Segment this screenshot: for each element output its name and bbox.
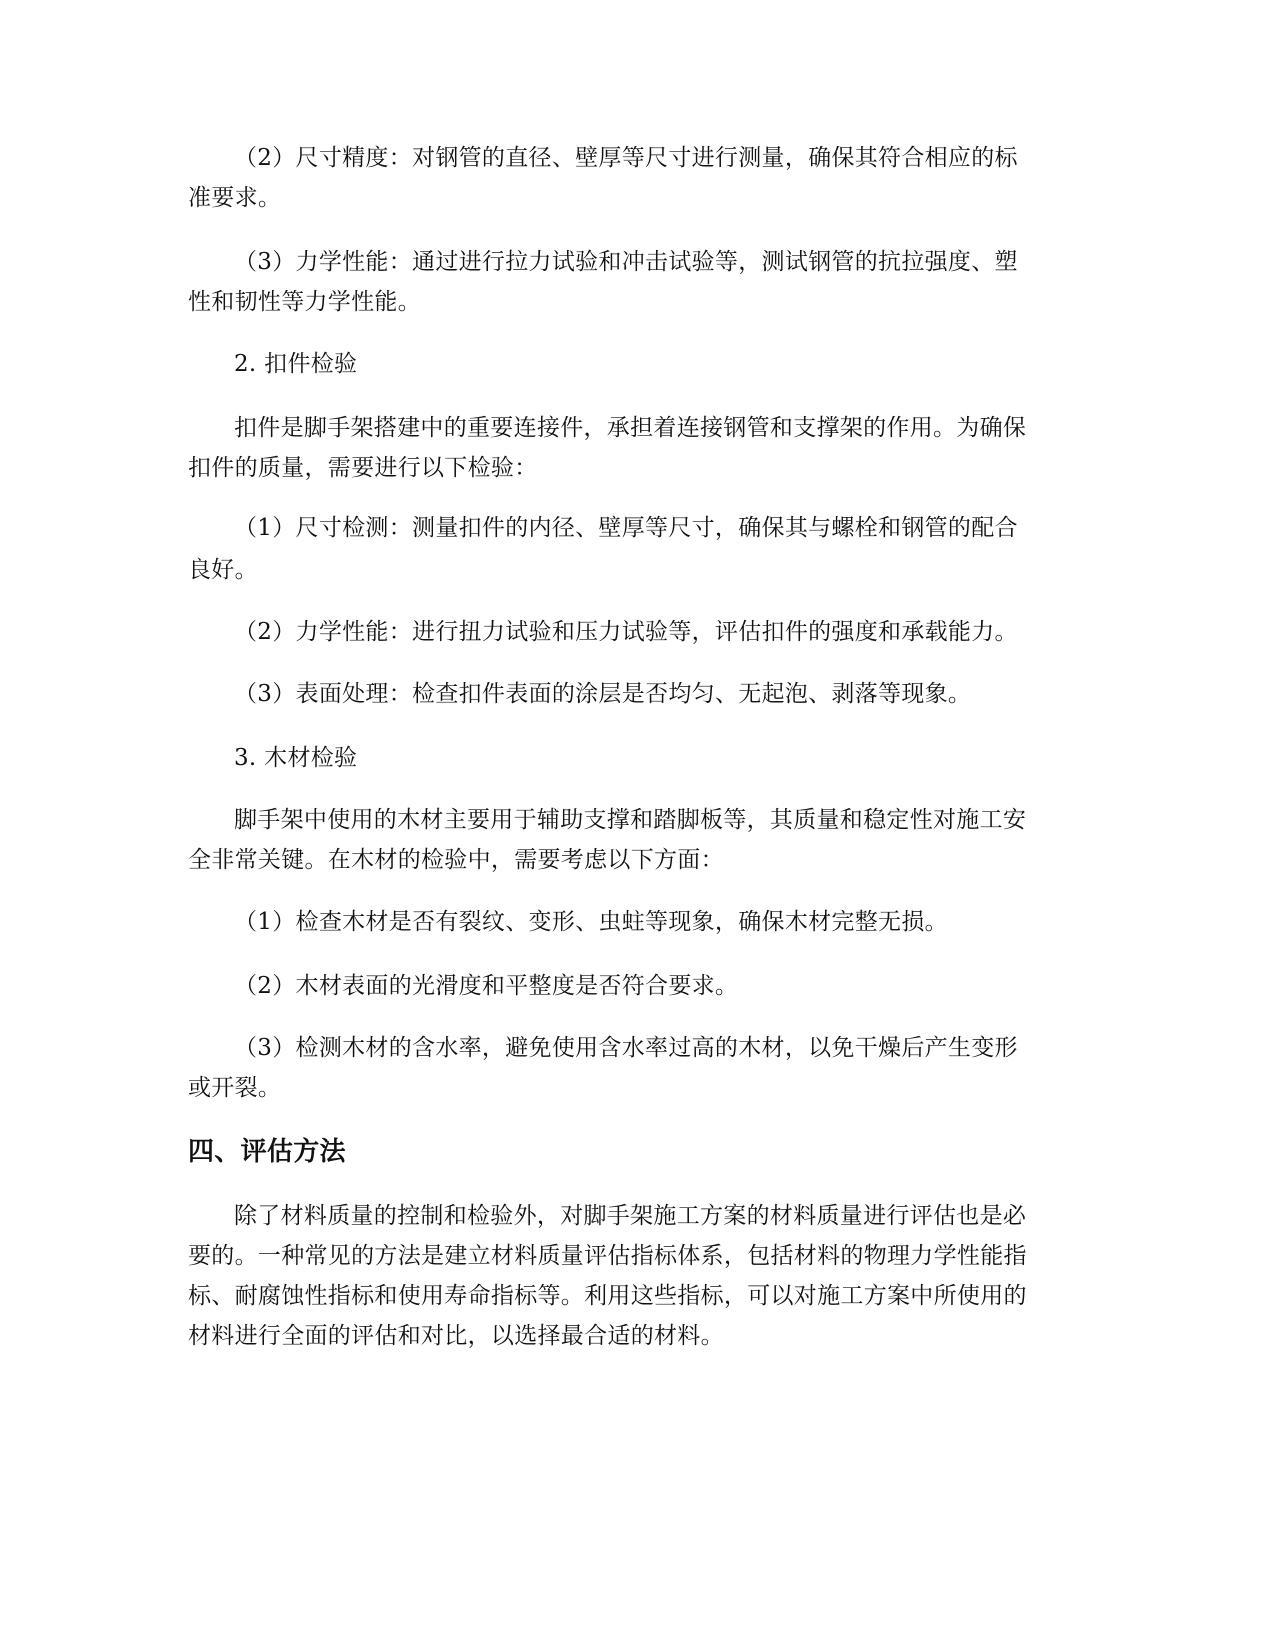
paragraph-line: 要的。一种常见的方法是建立材料质量评估指标体系，包括材料的物理力学性能指 <box>188 1243 1027 1269</box>
paragraph-line: 扣件是脚手架搭建中的重要连接件，承担着连接钢管和支撑架的作用。为确保 <box>234 415 1027 441</box>
section-subheading: 2. 扣件检验 <box>234 351 358 377</box>
paragraph-line: （2）木材表面的光滑度和平整度是否符合要求。 <box>234 973 739 999</box>
paragraph-line: 性和韧性等力学性能。 <box>188 289 421 315</box>
paragraph-line: （3）力学性能：通过进行拉力试验和冲击试验等，测试钢管的抗拉强度、塑 <box>234 249 1018 275</box>
paragraph-line: 或开裂。 <box>188 1075 282 1101</box>
paragraph-line: （2）尺寸精度：对钢管的直径、壁厚等尺寸进行测量，确保其符合相应的标 <box>234 145 1018 171</box>
paragraph-line: （3）表面处理：检查扣件表面的涂层是否均匀、无起泡、剥落等现象。 <box>234 681 972 707</box>
section-subheading: 3. 木材检验 <box>234 745 358 771</box>
paragraph-line: 全非常关键。在木材的检验中，需要考虑以下方面： <box>188 847 724 873</box>
paragraph-line: （1）检查木材是否有裂纹、变形、虫蛀等现象，确保木材完整无损。 <box>234 909 948 935</box>
paragraph-line: 标、耐腐蚀性指标和使用寿命指标等。利用这些指标，可以对施工方案中所使用的 <box>188 1283 1027 1309</box>
paragraph-line: （3）检测木材的含水率，避免使用含水率过高的木材，以免干燥后产生变形 <box>234 1035 1018 1061</box>
paragraph-line: 准要求。 <box>188 185 282 211</box>
paragraph-line: 材料进行全面的评估和对比，以选择最合适的材料。 <box>188 1323 724 1349</box>
section-heading: 四、评估方法 <box>188 1137 346 1167</box>
paragraph-line: （2）力学性能：进行扭力试验和压力试验等，评估扣件的强度和承载能力。 <box>234 619 1018 645</box>
paragraph-line: （1）尺寸检测：测量扣件的内径、壁厚等尺寸，确保其与螺栓和钢管的配合 <box>234 515 1018 541</box>
paragraph-line: 除了材料质量的控制和检验外，对脚手架施工方案的材料质量进行评估也是必 <box>234 1203 1027 1229</box>
paragraph-line: 扣件的质量，需要进行以下检验： <box>188 455 538 481</box>
paragraph-line: 良好。 <box>188 557 258 583</box>
paragraph-line: 脚手架中使用的木材主要用于辅助支撑和踏脚板等，其质量和稳定性对施工安 <box>234 807 1027 833</box>
